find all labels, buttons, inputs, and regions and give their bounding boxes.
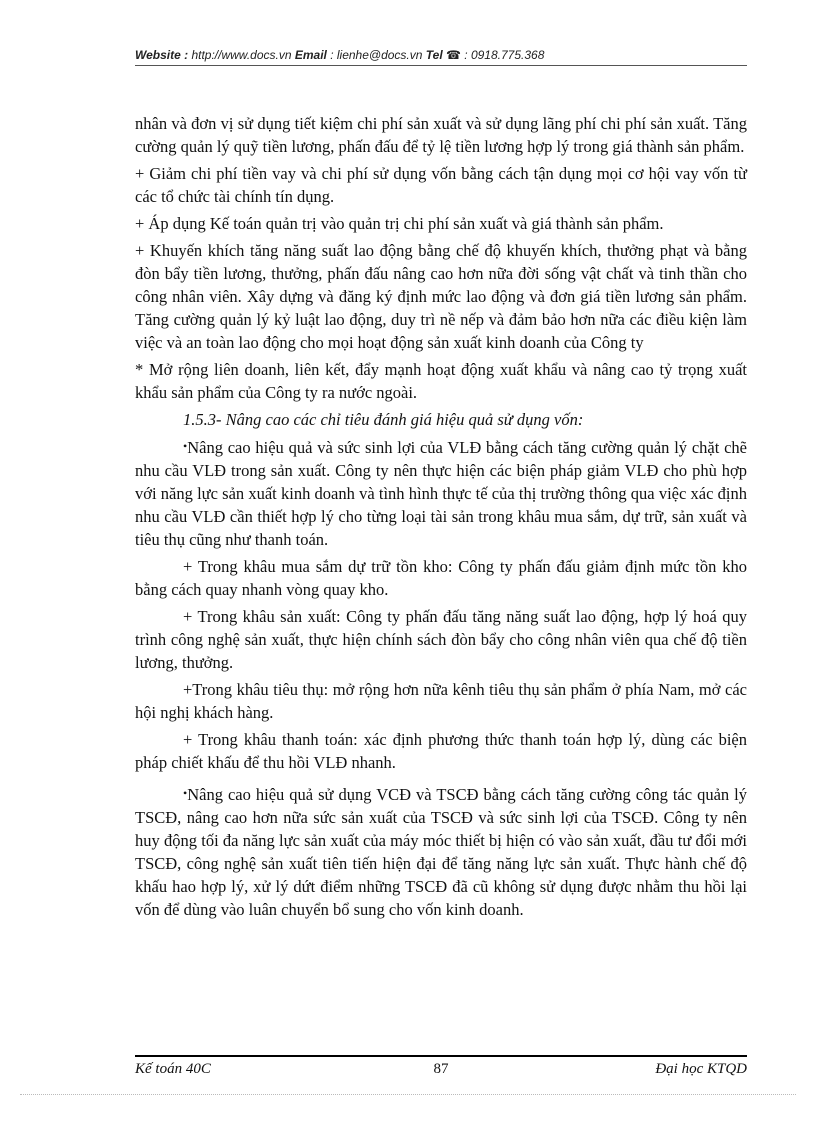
- body-paragraph: + Trong khâu thanh toán: xác định phương thức thanh toán hợp lý, dùng các biện pháp chiết khấu để thu hồi VLĐ nhanh.: [135, 730, 747, 772]
- website-url: http://www.docs.vn: [188, 48, 295, 62]
- body-paragraph: +Trong khâu tiêu thụ: mở rộng hơn nữa kênh tiêu thụ sản phẩm ở phía Nam, mở các hội nghị khách hàng.: [135, 680, 747, 722]
- page-footer: [135, 1061, 747, 1083]
- body-paragraph: + Khuyến khích tăng năng suất lao động bằng chế độ khuyến khích, thưởng phạt và bằng đòn bẩy tiền lương, thưởng, phấn đấu nâng cao hơn nữa đời sống vật chất và tinh thần cho công nhân viên. Xây dựng và đăng ký định mức lao động và đơn giá tiền lương sản phẩm. Tăng cường quản lý kỷ luật lao động, duy trì nề nếp và đảm bảo hơn nữa các điều kiện làm việc và an toàn lao động cho mọi hoạt động sản xuất kinh doanh của Công ty: [135, 241, 747, 352]
- footer-left: Kế toán 40C: [135, 1061, 211, 1077]
- bullet-icon: •: [183, 439, 188, 453]
- body-paragraph: + Áp dụng Kế toán quản trị vào quản trị chi phí sản xuất và giá thành sản phẩm.: [135, 214, 664, 233]
- body-paragraph: * Mở rộng liên doanh, liên kết, đẩy mạnh hoạt động xuất khẩu và nâng cao tỷ trọng xuất khẩu sản phẩm của Công ty ra nước ngoài.: [135, 360, 747, 402]
- document-body: [135, 112, 747, 925]
- tel-number: : 0918.775.368: [460, 48, 545, 62]
- bullet-text: Nâng cao hiệu quả và sức sinh lợi của VLĐ bằng cách tăng cường quản lý chặt chẽ nhu cầu VLĐ trong sản xuất. Công ty nên thực hiện các biện pháp giảm VLĐ cho phù hợp với năng lực sản xuất kinh doanh và tình hình thực tế của thị trường thông qua việc xác định nhu cầu VLĐ cần thiết hợp lý cho từng loại tài sản trong khâu mua sắm, dự trữ, sản xuất và tiêu thụ cũng như thanh toán.: [135, 438, 747, 549]
- email-label: Email: [294, 48, 327, 62]
- body-paragraph: + Trong khâu sản xuất: Công ty phấn đấu tăng năng suất lao động, hợp lý hoá quy trình công nghệ sản xuất, thực hiện chính sách đòn bẩy cho công nhân viên qua chế độ tiền lương, thưởng.: [135, 607, 747, 672]
- website-label: Website :: [135, 48, 189, 62]
- bullet-icon: •: [183, 786, 188, 800]
- tel-label: Tel ☎: [425, 48, 461, 62]
- bullet-paragraph: [135, 782, 747, 921]
- body-paragraph: + Trong khâu mua sắm dự trữ tồn kho: Công ty phấn đấu giảm định mức tồn kho bằng cách quay nhanh vòng quay kho.: [135, 557, 747, 599]
- section-heading: 1.5.3- Nâng cao các chỉ tiêu đánh giá hiệu quả sử dụng vốn:: [183, 410, 584, 429]
- page-number: 87: [433, 1061, 449, 1077]
- footer-divider: [135, 1055, 747, 1057]
- body-paragraph: nhân và đơn vị sử dụng tiết kiệm chi phí sản xuất và sử dụng lãng phí chi phí sản xuất. Tăng cường quản lý quỹ tiền lương, phấn đấu để tỷ lệ tiền lương hợp lý trong giá thành sản phẩm.: [135, 114, 747, 156]
- bullet-paragraph: [135, 435, 747, 551]
- page-edge-dotted-line: [20, 1094, 796, 1095]
- email-address: : lienhe@docs.vn: [326, 48, 426, 62]
- footer-right: Đại học KTQD: [655, 1061, 747, 1077]
- page-header: [135, 48, 747, 62]
- bullet-text: Nâng cao hiệu quả sử dụng VCĐ và TSCĐ bằng cách tăng cường công tác quản lý TSCĐ, nâng cao hơn nữa sức sản xuất của TSCĐ và sức sinh lợi của TSCĐ. Công ty nên huy động tối đa năng lực sản xuất của máy móc thiết bị hiện có vào sản xuất, đầu tư đổi mới TSCĐ, công nghệ sản xuất tiên tiến hiện đại để tăng năng lực sản xuất. Thực hành chế độ khấu hao hợp lý, xử lý dứt điểm những TSCĐ đã cũ không sử dụng được nhằm thu hồi lại vốn để dùng vào luân chuyển bổ sung cho vốn kinh doanh.: [135, 785, 747, 919]
- header-divider: [135, 65, 747, 66]
- body-paragraph: + Giảm chi phí tiền vay và chi phí sử dụng vốn bằng cách tận dụng mọi cơ hội vay vốn từ các tổ chức tài chính tín dụng.: [135, 164, 747, 206]
